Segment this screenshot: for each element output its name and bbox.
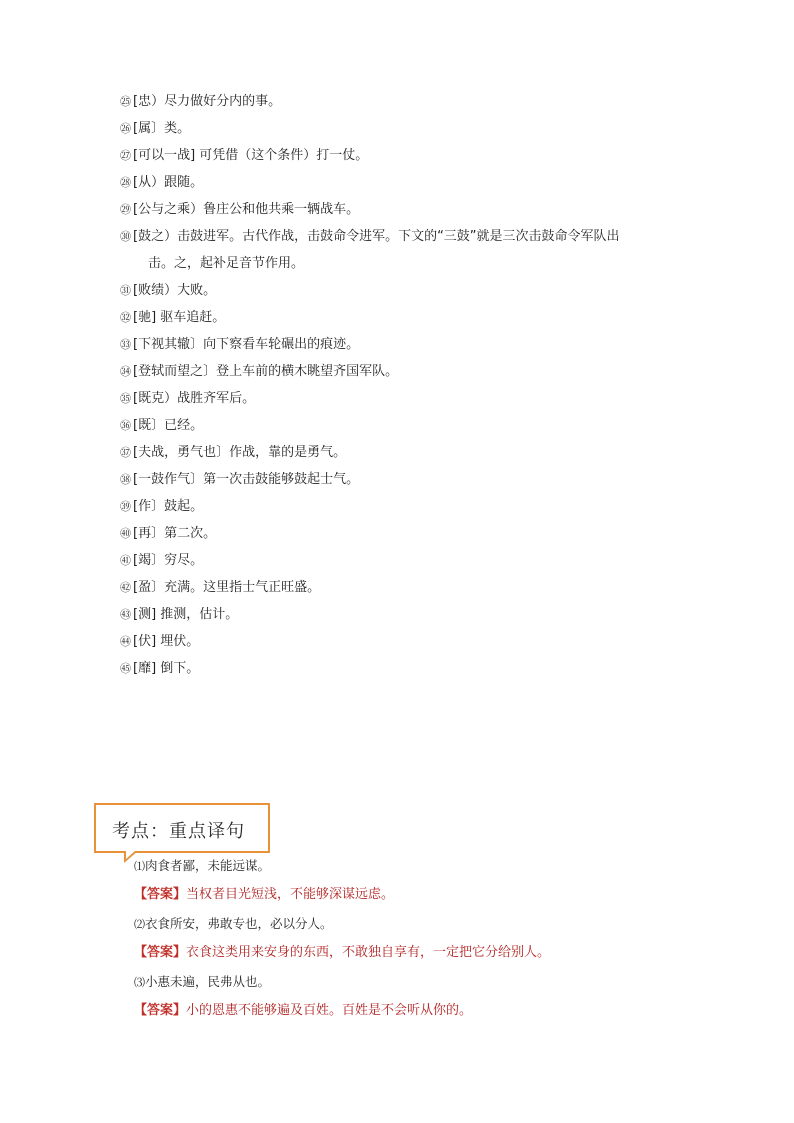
annotation-list — [120, 93, 720, 687]
note-item — [120, 417, 720, 435]
note-text: [盈〕充满。这里指士气正旺盛。 — [133, 580, 321, 595]
note-number: ㉗ — [120, 149, 131, 162]
note-text: [驰] 驱车追赶。 — [133, 310, 226, 325]
note-number: ㊺ — [120, 662, 131, 675]
note-item — [120, 336, 720, 354]
note-item — [120, 471, 720, 489]
question-number: ⑵ — [134, 918, 145, 931]
note-text: [鼓之）击鼓进军。古代作战，击鼓命令进军。下文的“三鼓”就是三次击鼓命令军队出 — [133, 229, 620, 244]
answer-tag: 【答案】 — [134, 1003, 187, 1018]
note-item — [120, 120, 720, 138]
note-item — [120, 390, 720, 408]
section-title: 考点：重点译句 — [112, 821, 245, 842]
note-number: ㊳ — [120, 473, 131, 486]
section-callout-box — [94, 803, 270, 853]
note-item — [120, 498, 720, 516]
note-number: ㉝ — [120, 338, 131, 351]
answer-text: 衣食这类用来安身的东西，不敢独自享有，一定把它分给别人。 — [186, 945, 551, 960]
note-text-continuation: 击。之，起补足音节作用。 — [148, 256, 305, 271]
note-text: [竭〕穷尽。 — [133, 553, 204, 568]
note-number: ㊷ — [120, 581, 131, 594]
note-number: ㉕ — [120, 95, 131, 108]
note-text: [再〕第二次。 — [133, 526, 217, 541]
note-number: ㊴ — [120, 500, 131, 513]
note-text: [属〕类。 — [133, 121, 191, 136]
note-number: ㉚ — [120, 230, 131, 243]
note-item — [120, 363, 720, 381]
note-text: [败绩）大败。 — [133, 283, 217, 298]
note-number: ㉞ — [120, 365, 131, 378]
note-text: [靡] 倒下。 — [133, 661, 200, 676]
note-number: ㉜ — [120, 311, 131, 324]
note-item — [120, 228, 720, 273]
note-item — [120, 579, 720, 597]
note-text: [从）跟随。 — [133, 175, 204, 190]
note-text: [一鼓作气〕第一次击鼓能够鼓起士气。 — [133, 472, 360, 487]
answer-tag: 【答案】 — [134, 945, 187, 960]
answer-text: 当权者目光短浅，不能够深谋远虑。 — [186, 887, 395, 902]
note-number: ㊹ — [120, 635, 131, 648]
note-item — [120, 552, 720, 570]
note-text: [可以一战] 可凭借（这个条件）打一仗。 — [133, 148, 369, 163]
note-item — [120, 525, 720, 543]
note-item — [120, 201, 720, 219]
note-number: ㉙ — [120, 203, 131, 216]
note-text: [登轼而望之〕登上车前的横木眺望齐国军队。 — [133, 364, 399, 379]
note-number: ㊲ — [120, 446, 131, 459]
answer-tag: 【答案】 — [134, 887, 187, 902]
question-number: ⑴ — [134, 860, 145, 873]
question-text: 小惠未遍，民弗从也。 — [145, 974, 271, 989]
note-item — [120, 633, 720, 651]
note-item — [120, 174, 720, 192]
note-item — [120, 147, 720, 165]
question-text: 肉食者鄙，未能远谋。 — [145, 858, 271, 873]
note-text: [夫战，勇气也〕作战，靠的是勇气。 — [133, 445, 347, 460]
note-text: [作〕鼓起。 — [133, 499, 204, 514]
note-number: ㊵ — [120, 527, 131, 540]
note-item — [120, 444, 720, 462]
note-number: ㉛ — [120, 284, 131, 297]
note-number: ㉘ — [120, 176, 131, 189]
answer-item — [134, 944, 734, 962]
answer-item — [134, 1002, 734, 1020]
translation-list — [134, 857, 734, 1031]
note-number: ㊶ — [120, 554, 131, 567]
note-item — [120, 660, 720, 678]
note-text: [既克）战胜齐军后。 — [133, 391, 256, 406]
note-item — [120, 606, 720, 624]
note-text: [既〕已经。 — [133, 418, 204, 433]
question-number: ⑶ — [134, 976, 145, 989]
note-item — [120, 93, 720, 111]
note-number: ㉖ — [120, 122, 131, 135]
question-item — [134, 915, 734, 934]
note-item — [120, 282, 720, 300]
note-text: [伏] 埋伏。 — [133, 634, 200, 649]
note-text: [下视其辙〕向下察看车轮碾出的痕迹。 — [133, 337, 360, 352]
question-text: 衣食所安，弗敢专也，必以分人。 — [145, 916, 333, 931]
note-number: ㉟ — [120, 392, 131, 405]
answer-text: 小的恩惠不能够遍及百姓。百姓是不会听从你的。 — [186, 1003, 473, 1018]
note-text: [测] 推测，估计。 — [133, 607, 239, 622]
note-text: [忠）尽力做好分内的事。 — [133, 94, 282, 109]
question-item — [134, 973, 734, 992]
note-text: [公与之乘）鲁庄公和他共乘一辆战车。 — [133, 202, 360, 217]
note-number: ㊱ — [120, 419, 131, 432]
note-item — [120, 309, 720, 327]
note-number: ㊸ — [120, 608, 131, 621]
question-item — [134, 857, 734, 876]
answer-item — [134, 886, 734, 904]
